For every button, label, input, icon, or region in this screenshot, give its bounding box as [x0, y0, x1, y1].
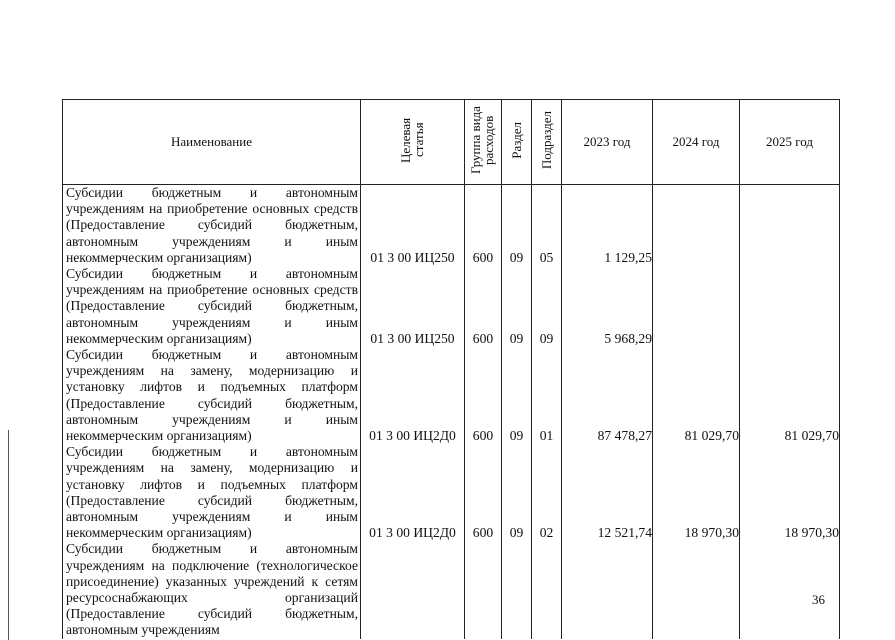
cell-section: 09 [502, 185, 532, 267]
cell-2023: 1 129,25 [562, 185, 653, 267]
header-subsection: Подраздел [532, 100, 562, 185]
cell-group: 600 [465, 347, 502, 444]
table-row [63, 541, 840, 638]
cell-2024 [653, 541, 740, 638]
table-header-row [63, 100, 840, 185]
cell-subsection [532, 541, 562, 638]
cell-2024 [653, 185, 740, 267]
header-2023: 2023 год [562, 100, 653, 185]
table-row [63, 444, 840, 541]
cell-group: 600 [465, 185, 502, 267]
cell-article [361, 541, 465, 638]
budget-table [62, 99, 840, 639]
cell-name: Субсидии бюджетным и автономным учреждениям на приобретение основных средств (Предоставление субсидий бюджетным, автономным учреждениям и иным некоммерческим организациям) [63, 266, 361, 347]
cell-2025: 81 029,70 [740, 347, 840, 444]
scan-edge-line [8, 430, 9, 640]
header-2024: 2024 год [653, 100, 740, 185]
header-group: Группа вида расходов [465, 100, 502, 185]
cell-name: Субсидии бюджетным и автономным учреждениям на приобретение основных средств (Предоставление субсидий бюджетным, автономным учреждениям и иным некоммерческим организациям) [63, 185, 361, 267]
table-row [63, 347, 840, 444]
cell-section: 09 [502, 266, 532, 347]
cell-subsection: 01 [532, 347, 562, 444]
cell-article: 01 3 00 ИЦ2Д0 [361, 444, 465, 541]
cell-subsection: 09 [532, 266, 562, 347]
page-number: 36 [812, 592, 825, 607]
cell-2025: 18 970,30 [740, 444, 840, 541]
table-row [63, 185, 840, 267]
cell-name: Субсидии бюджетным и автономным учреждениям на подключение (технологическое присоединение) указанных учреждений к сетям ресурсоснабжающих организаций (Предоставление субсидий бюджетным, автономным учреждениям [63, 541, 361, 638]
cell-2024 [653, 266, 740, 347]
cell-2024: 81 029,70 [653, 347, 740, 444]
cell-2023 [562, 541, 653, 638]
cell-section: 09 [502, 347, 532, 444]
cell-2023: 87 478,27 [562, 347, 653, 444]
cell-name: Субсидии бюджетным и автономным учреждениям на замену, модернизацию и установку лифтов и подъемных платформ (Предоставление субсидий бюджетным, автономным учреждениям и иным некоммерческим организациям) [63, 444, 361, 541]
cell-section: 09 [502, 444, 532, 541]
cell-article: 01 3 00 ИЦ250 [361, 185, 465, 267]
cell-name: Субсидии бюджетным и автономным учреждениям на замену, модернизацию и установку лифтов и подъемных платформ (Предоставление субсидий бюджетным, автономным учреждениям и иным некоммерческим организациям) [63, 347, 361, 444]
cell-2024: 18 970,30 [653, 444, 740, 541]
cell-subsection: 02 [532, 444, 562, 541]
cell-group: 600 [465, 266, 502, 347]
cell-article: 01 3 00 ИЦ250 [361, 266, 465, 347]
table-row [63, 266, 840, 347]
cell-2025 [740, 541, 840, 638]
cell-2023: 5 968,29 [562, 266, 653, 347]
cell-subsection: 05 [532, 185, 562, 267]
header-section: Раздел [502, 100, 532, 185]
cell-section [502, 541, 532, 638]
cell-group [465, 541, 502, 638]
cell-article: 01 3 00 ИЦ2Д0 [361, 347, 465, 444]
header-name: Наименование [63, 100, 361, 185]
header-2025: 2025 год [740, 100, 840, 185]
cell-2025 [740, 266, 840, 347]
cell-group: 600 [465, 444, 502, 541]
header-article: Целевая статья [361, 100, 465, 185]
cell-2023: 12 521,74 [562, 444, 653, 541]
cell-2025 [740, 185, 840, 267]
